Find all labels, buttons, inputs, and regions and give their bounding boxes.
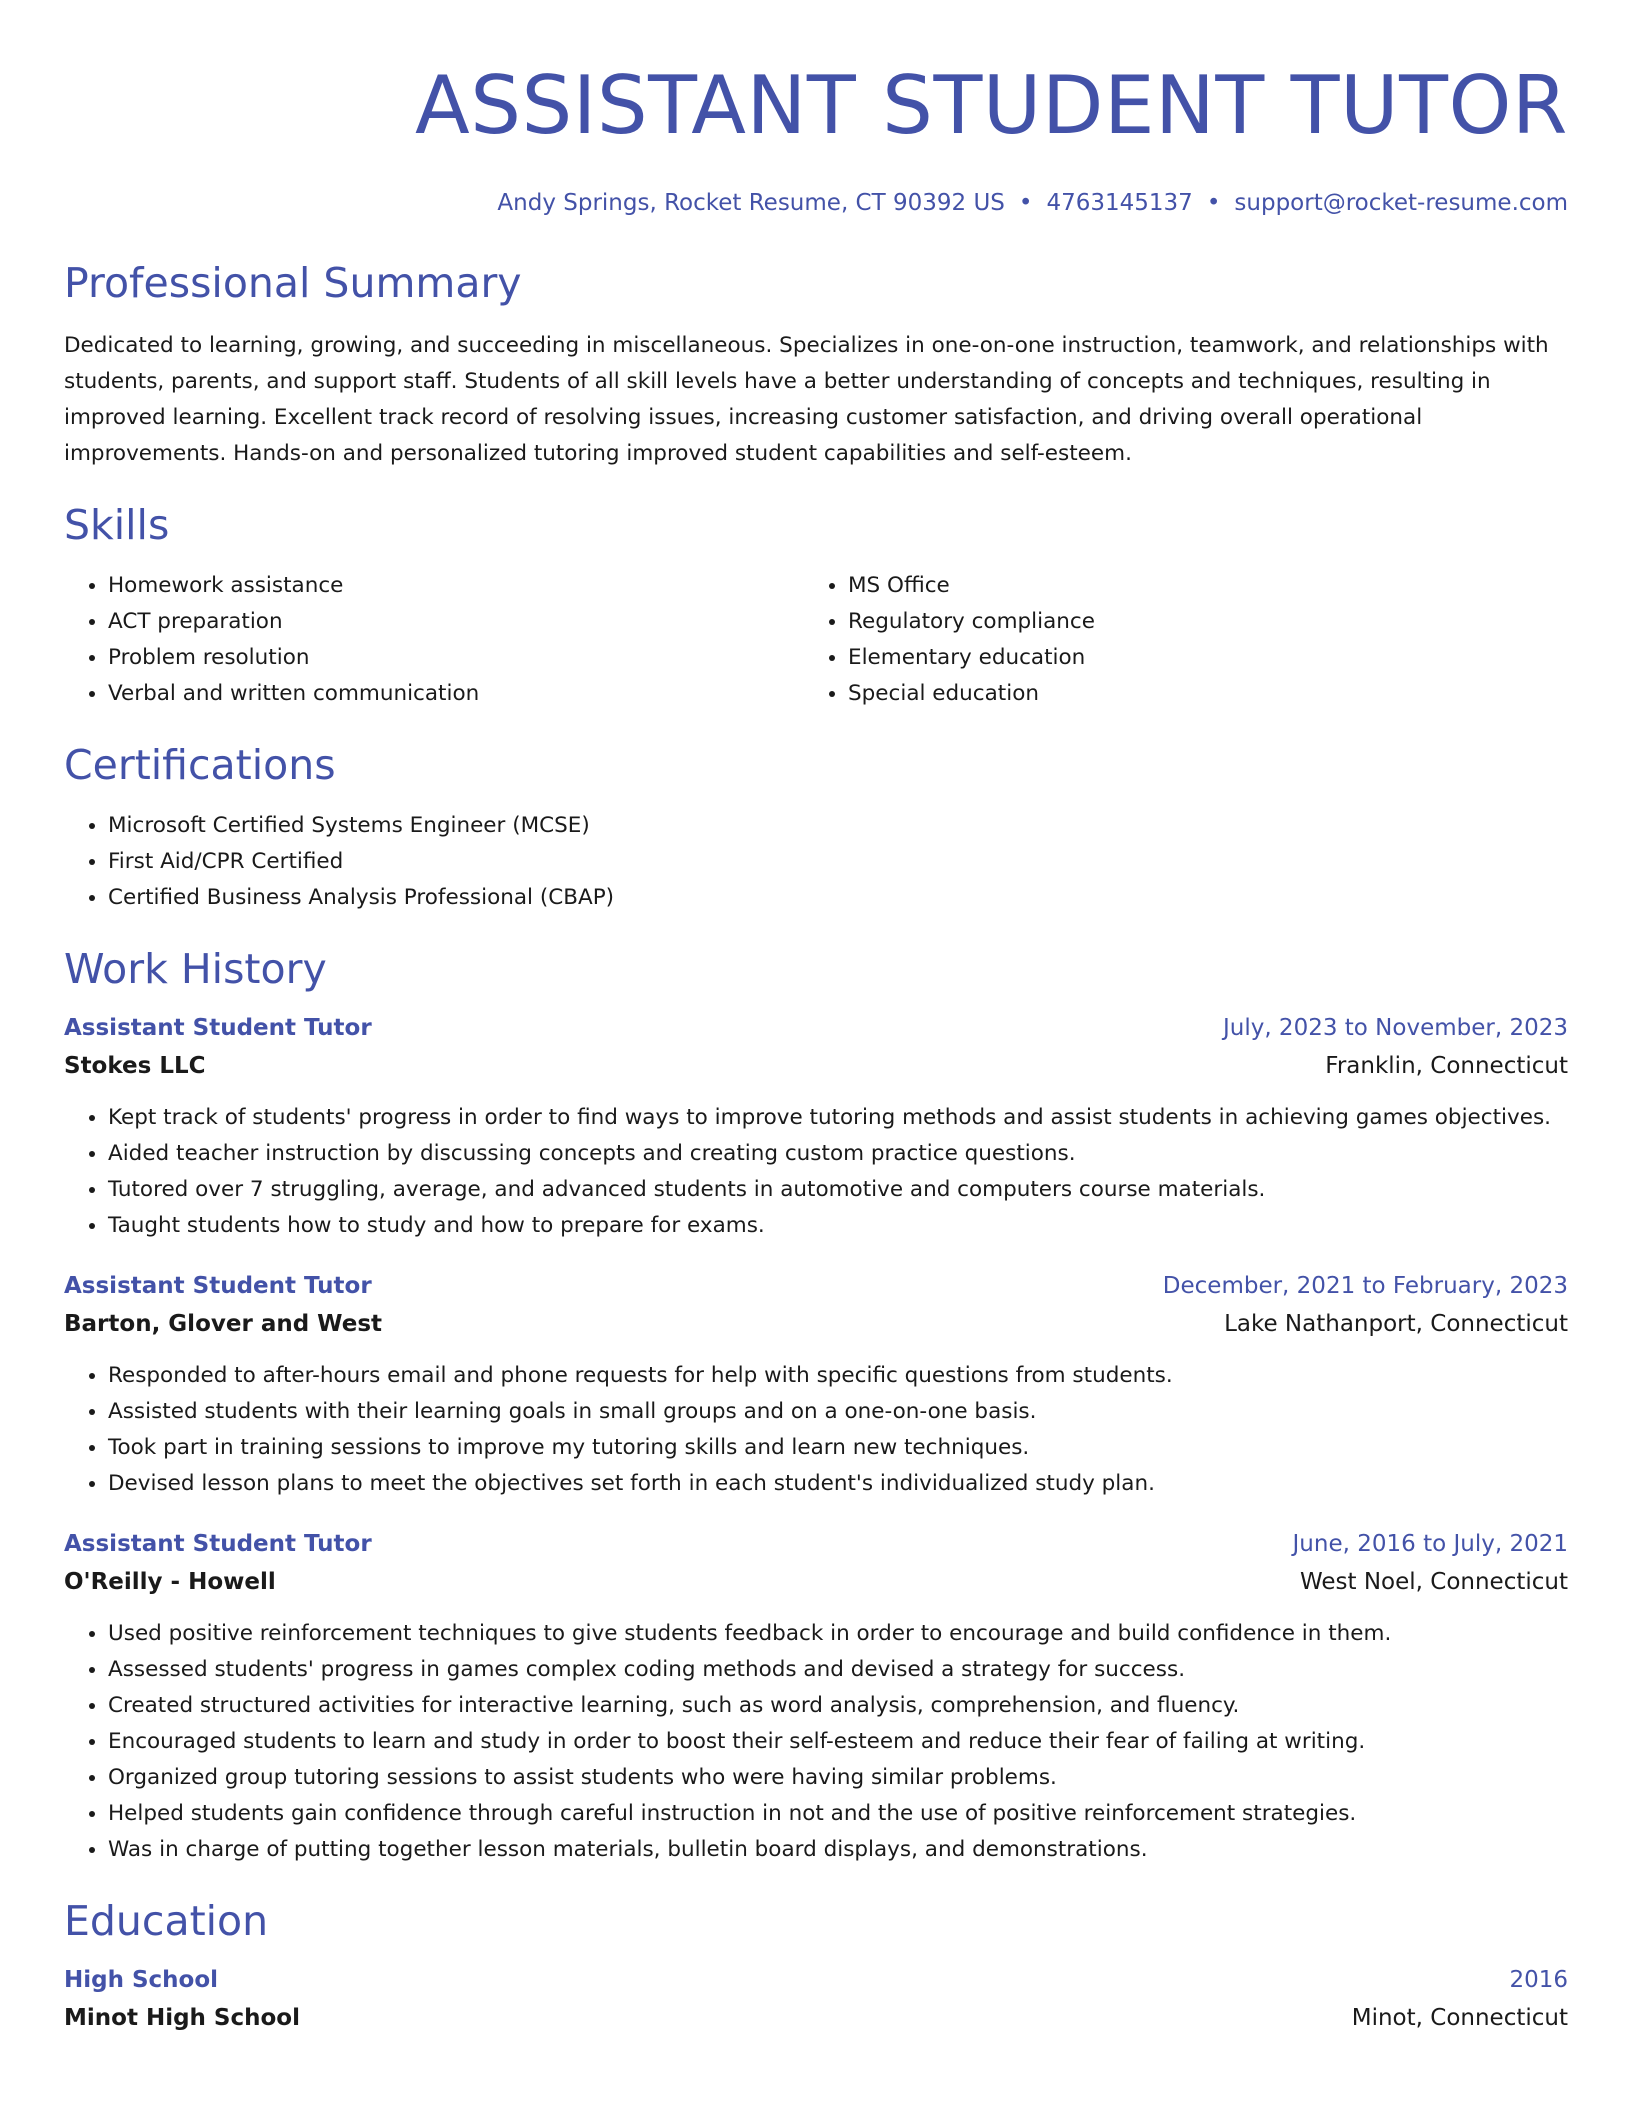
list-item: • Verbal and written communication bbox=[108, 676, 804, 712]
skills-list-left bbox=[64, 568, 804, 712]
job-title-row bbox=[64, 1010, 1568, 1046]
job-bullets bbox=[64, 1100, 1568, 1244]
contact-separator: • bbox=[1018, 190, 1033, 216]
list-item: • Microsoft Certified Systems Engineer (MCSE) bbox=[108, 808, 1568, 844]
job-title: Assistant Student Tutor bbox=[64, 1531, 372, 1557]
job-location: Lake Nathanport, Connecticut bbox=[1224, 1311, 1568, 1337]
job-title: Assistant Student Tutor bbox=[64, 1015, 372, 1041]
contact-email[interactable]: support@rocket-resume.com bbox=[1234, 190, 1568, 216]
education-degree: High School bbox=[64, 1967, 219, 1993]
job-title-row bbox=[64, 1268, 1568, 1304]
list-item: • Assisted students with their learning goals in small groups and on a one-on-one basis. bbox=[108, 1394, 1568, 1430]
education-location: Minot, Connecticut bbox=[1351, 2005, 1568, 2031]
list-item: • Responded to after-hours email and phone requests for help with specific questions from students. bbox=[108, 1358, 1568, 1394]
list-item: • First Aid/CPR Certified bbox=[108, 844, 1568, 880]
summary-section bbox=[64, 258, 1568, 472]
list-item: • Assessed students' progress in games complex coding methods and devised a strategy for success. bbox=[108, 1652, 1568, 1688]
job-company-row bbox=[64, 1304, 1568, 1344]
skills-column-left bbox=[64, 568, 804, 712]
certifications-section bbox=[64, 740, 1568, 916]
list-item: • Used positive reinforcement techniques to give students feedback in order to encourage and build confidence in them. bbox=[108, 1616, 1568, 1652]
job-entry bbox=[64, 1268, 1568, 1502]
list-item: • Taught students how to study and how to prepare for exams. bbox=[108, 1208, 1568, 1244]
job-company: Barton, Glover and West bbox=[64, 1311, 383, 1337]
list-item: • Encouraged students to learn and study in order to boost their self-esteem and reduce their fear of failing at writing. bbox=[108, 1724, 1568, 1760]
certifications-heading: Certifications bbox=[64, 741, 336, 789]
certifications-list bbox=[64, 808, 1568, 916]
job-title-row bbox=[64, 1526, 1568, 1562]
education-degree-row bbox=[64, 1962, 1568, 1998]
education-school: Minot High School bbox=[64, 2005, 300, 2031]
contact-phone: 4763145137 bbox=[1046, 190, 1193, 216]
job-company: Stokes LLC bbox=[64, 1053, 206, 1079]
skills-columns bbox=[64, 568, 1568, 712]
list-item: • Aided teacher instruction by discussing concepts and creating custom practice questions. bbox=[108, 1136, 1568, 1172]
list-item: • Tutored over 7 struggling, average, and advanced students in automotive and computers course materials. bbox=[108, 1172, 1568, 1208]
summary-heading: Professional Summary bbox=[64, 259, 522, 307]
list-item: • ACT preparation bbox=[108, 604, 804, 640]
list-item: • Elementary education bbox=[848, 640, 1544, 676]
job-title: Assistant Student Tutor bbox=[64, 1273, 372, 1299]
skills-column-right bbox=[804, 568, 1544, 712]
list-item: • MS Office bbox=[848, 568, 1544, 604]
job-company: O'Reilly - Howell bbox=[64, 1569, 276, 1595]
resume-title: ASSISTANT STUDENT TUTOR bbox=[414, 59, 1568, 152]
job-bullets bbox=[64, 1358, 1568, 1502]
job-company-row bbox=[64, 1562, 1568, 1602]
job-bullets bbox=[64, 1616, 1568, 1868]
job-dates: July, 2023 to November, 2023 bbox=[1222, 1015, 1568, 1041]
list-item: • Problem resolution bbox=[108, 640, 804, 676]
job-location: West Noel, Connecticut bbox=[1299, 1569, 1568, 1595]
education-year: 2016 bbox=[1509, 1967, 1568, 1993]
list-item: • Helped students gain confidence through careful instruction in not and the use of positive reinforcement strategies. bbox=[108, 1796, 1568, 1832]
contact-line bbox=[64, 188, 1568, 218]
job-entry bbox=[64, 1526, 1568, 1868]
job-company-row bbox=[64, 1046, 1568, 1086]
skills-heading: Skills bbox=[64, 501, 170, 549]
list-item: • Was in charge of putting together lesson materials, bulletin board displays, and demonstrations. bbox=[108, 1832, 1568, 1868]
job-location: Franklin, Connecticut bbox=[1325, 1053, 1568, 1079]
job-dates: December, 2021 to February, 2023 bbox=[1162, 1273, 1568, 1299]
list-item: • Organized group tutoring sessions to assist students who were having similar problems. bbox=[108, 1760, 1568, 1796]
job-dates: June, 2016 to July, 2021 bbox=[1292, 1531, 1568, 1557]
list-item: • Homework assistance bbox=[108, 568, 804, 604]
job-entry bbox=[64, 1010, 1568, 1244]
list-item: • Regulatory compliance bbox=[848, 604, 1544, 640]
list-item: • Created structured activities for interactive learning, such as word analysis, comprehension, and fluency. bbox=[108, 1688, 1568, 1724]
contact-separator: • bbox=[1206, 190, 1221, 216]
skills-section bbox=[64, 500, 1568, 712]
skills-list-right bbox=[804, 568, 1544, 712]
contact-address: Andy Springs, Rocket Resume, CT 90392 US bbox=[497, 190, 1005, 216]
list-item: • Special education bbox=[848, 676, 1544, 712]
summary-text: Dedicated to learning, growing, and succeeding in miscellaneous. Specializes in one-on-one instruction, teamwork, and relationships with students, parents, and support staff. Students of all skill levels have a better understanding of concepts and techniques, resulting in improved learning. Excellent track record of resolving issues, increasing customer satisfaction, and driving overall operational improvements. Hands-on and personalized tutoring improved student capabilities and self-esteem. bbox=[64, 333, 1549, 466]
list-item: • Took part in training sessions to improve my tutoring skills and learn new techniques. bbox=[108, 1430, 1568, 1466]
list-item: • Devised lesson plans to meet the objectives set forth in each student's individualized study plan. bbox=[108, 1466, 1568, 1502]
education-entry bbox=[64, 1962, 1568, 2038]
education-school-row bbox=[64, 1998, 1568, 2038]
list-item: • Kept track of students' progress in order to find ways to improve tutoring methods and assist students in achieving games objectives. bbox=[108, 1100, 1568, 1136]
work-history-section bbox=[64, 944, 1568, 1868]
education-heading: Education bbox=[64, 1897, 269, 1945]
list-item: • Certified Business Analysis Professional (CBAP) bbox=[108, 880, 1568, 916]
education-section bbox=[64, 1896, 1568, 2038]
work-history-heading: Work History bbox=[64, 945, 327, 993]
